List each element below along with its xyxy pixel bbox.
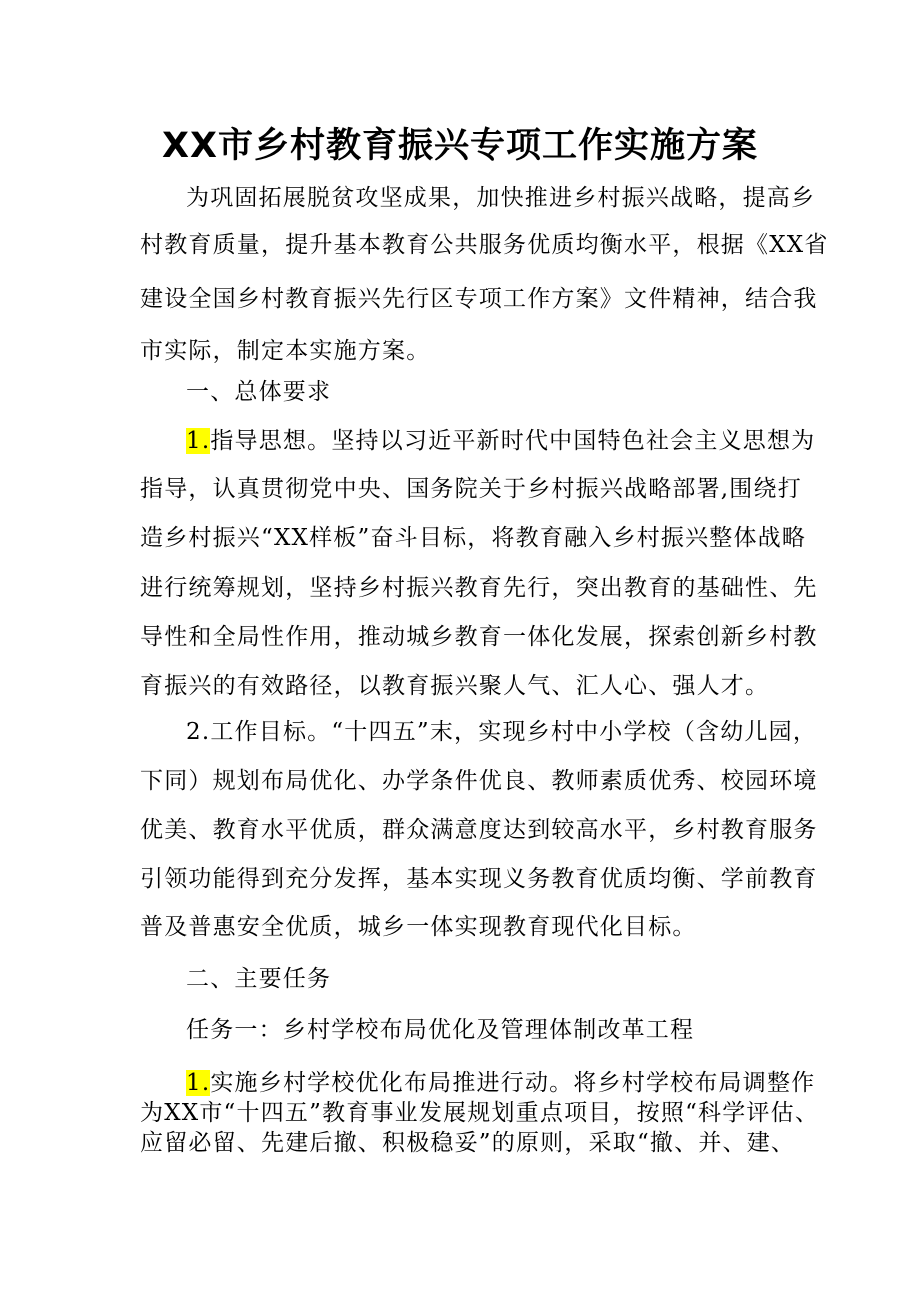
highlighted-marker: 1. [186, 428, 211, 454]
paragraph-line: 为XX市“十四五”教育事业发展规划重点项目，按照“科学评估、 [140, 1100, 820, 1126]
section-heading: 一、总体要求 [186, 379, 332, 405]
paragraph-line: 普及普惠安全优质，城乡一体实现教育现代化目标。 [140, 914, 697, 940]
intro-line: 村教育质量，提升基本教育公共服务优质均衡水平，根据《XX省 [140, 232, 829, 258]
paragraph-line: 指导，认真贯彻党中央、国务院关于乡村振兴战略部署,围绕打 [140, 476, 802, 502]
intro-line: 建设全国乡村教育振兴先行区专项工作方案》文件精神，结合我 [140, 286, 818, 312]
paragraph-line: 导性和全局性作用，推动城乡教育一体化发展，探索创新乡村教 [140, 624, 818, 650]
paragraph-line: 造乡村振兴“XX样板”奋斗目标，将教育融入乡村振兴整体战略 [140, 525, 807, 551]
intro-line: 为巩固拓展脱贫攻坚成果，加快推进乡村振兴战略，提高乡 [186, 185, 816, 211]
highlighted-marker: 1. [186, 1070, 211, 1096]
paragraph-line: 2.工作目标。“十四五”末，实现乡村中小学校（含幼儿园， [186, 719, 818, 745]
paragraph-line: 进行统筹规划，坚持乡村振兴教育先行，突出教育的基础性、先 [140, 575, 818, 601]
paragraph-line [186, 1068, 846, 1098]
paragraph-line: 应留必留、先建后撤、积极稳妥”的原则，采取“撤、并、建、 [140, 1130, 796, 1156]
intro-line: 市实际，制定本实施方案。 [140, 338, 431, 364]
paragraph-line: 下同）规划布局优化、办学条件优良、教师素质优秀、校园环境 [140, 768, 818, 794]
paragraph-text: 实施乡村学校优化布局推进行动。将乡村学校布局调整作 [210, 1070, 816, 1096]
task-heading: 任务一：乡村学校布局优化及管理体制改革工程 [186, 1017, 695, 1043]
document-title: XX市乡村教育振兴专项工作实施方案 [162, 126, 758, 166]
paragraph-line [186, 426, 846, 456]
section-heading: 二、主要任务 [186, 966, 332, 992]
paragraph-line: 引领功能得到充分发挥，基本实现义务教育优质均衡、学前教育 [140, 866, 818, 892]
paragraph-text: 指导思想。坚持以习近平新时代中国特色社会主义思想为 [210, 428, 816, 454]
paragraph-line: 育振兴的有效路径，以教育振兴聚人气、汇人心、强人才。 [140, 673, 770, 699]
paragraph-line: 优美、教育水平优质，群众满意度达到较高水平，乡村教育服务 [140, 817, 818, 843]
